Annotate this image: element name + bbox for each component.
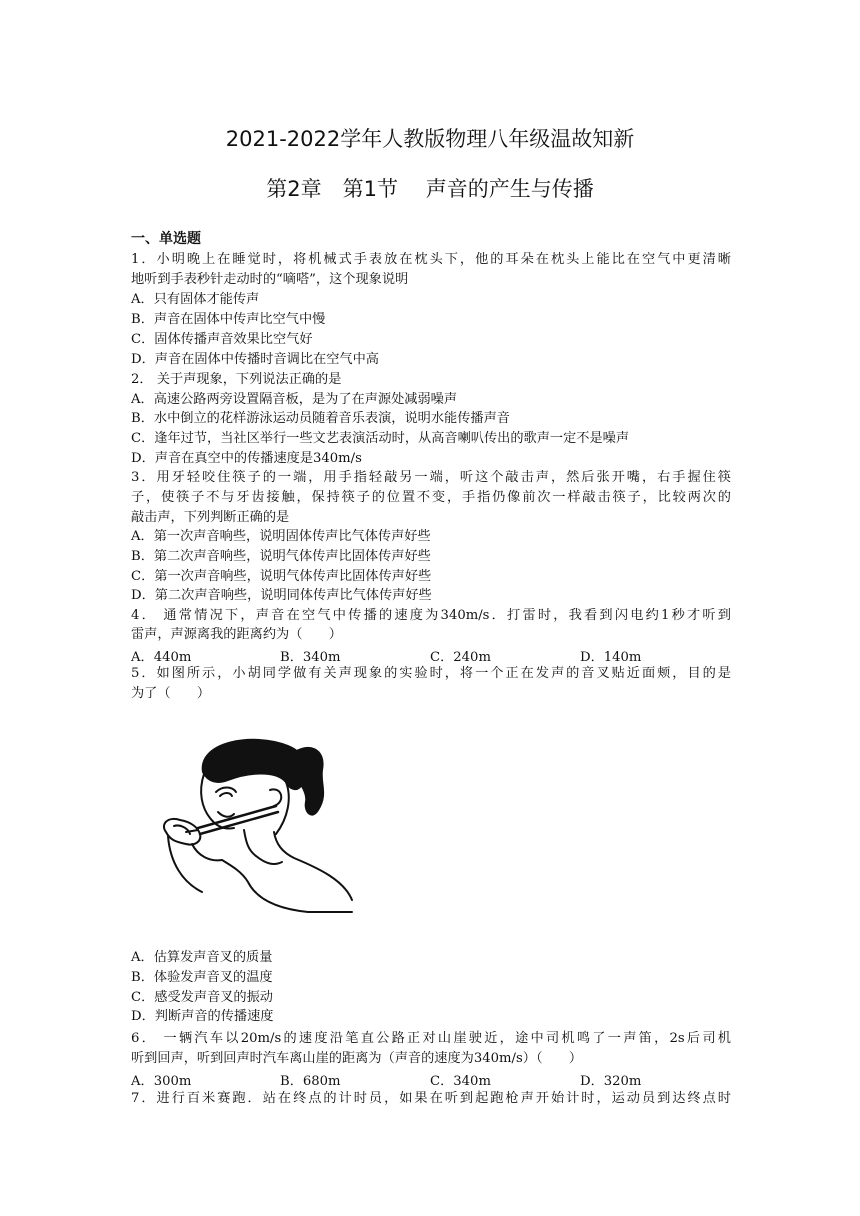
q1-stem-line1: 1．小明晚上在睡觉时，将机械式手表放在枕头下，他的耳朵在枕头上能比在空气中更清晰 — [131, 252, 731, 267]
q6-option-c: C．340m — [430, 1074, 491, 1089]
q3-option-c: C．第一次声音响些，说明气体传声比固体传声好些 — [131, 569, 432, 584]
q1-option-c: C．固体传播声音效果比空气好 — [131, 332, 313, 347]
document-subtitle: 第2章 第1节 声音的产生与传播 — [266, 177, 594, 201]
q1-option-a: A．只有固体才能传声 — [131, 292, 260, 307]
q4-option-a: A．440m — [131, 650, 192, 665]
document-title: 2021-2022学年人教版物理八年级温故知新 — [225, 127, 635, 151]
q4-stem-line2: 雷声，声源离我的距离约为（ ） — [131, 627, 342, 642]
q2-option-c: C．逢年过节，当社区举行一些文艺表演活动时，从高音喇叭传出的歌声一定不是噪声 — [131, 431, 630, 446]
q3-stem-line2: 子，使筷子不与牙齿接触，保持筷子的位置不变，手指仍像前次一样敲击筷子，比较两次的 — [131, 490, 731, 505]
q2-stem: 2． 关于声现象，下列说法正确的是 — [131, 372, 342, 387]
q4-option-b: B．340m — [280, 650, 341, 665]
q6-option-a: A．300m — [131, 1074, 192, 1089]
girl-tuning-fork-illustration — [158, 732, 354, 916]
q6-stem-line1: 6． 一辆汽车以20m/s的速度沿笔直公路正对山崖驶近，途中司机鸣了一声笛，2s后司机 — [131, 1031, 731, 1046]
section-heading: 一、单选题 — [131, 231, 201, 247]
q4-option-d: D．140m — [580, 650, 642, 665]
q6-option-b: B．680m — [280, 1074, 341, 1089]
q1-option-b: B．声音在固体中传声比空气中慢 — [131, 312, 326, 327]
q3-option-a: A．第一次声音响些，说明固体传声比气体传声好些 — [131, 529, 431, 544]
q6-option-d: D．320m — [580, 1074, 642, 1089]
q5-option-a: A．估算发声音叉的质量 — [131, 950, 273, 965]
q6-stem-line2: 听到回声，听到回声时汽车离山崖的距离为（声音的速度为340m/s）（ ） — [131, 1051, 583, 1066]
q2-option-b: B．水中倒立的花样游泳运动员随着音乐表演，说明水能传播声音 — [131, 411, 510, 426]
q2-option-a: A．高速公路两旁设置隔音板，是为了在声源处减弱噪声 — [131, 392, 458, 407]
q5-option-d: D．判断声音的传播速度 — [131, 1009, 274, 1024]
q3-stem-line1: 3．用牙轻咬住筷子的一端，用手指轻敲另一端，听这个敲击声，然后张开嘴，右手握住筷 — [131, 470, 731, 485]
q3-option-b: B．第二次声音响些，说明气体传声比固体传声好些 — [131, 549, 431, 564]
q5-option-c: C．感受发声音叉的振动 — [131, 990, 273, 1005]
q3-stem-line3: 敲击声，下列判断正确的是 — [131, 510, 290, 525]
q4-stem-line1: 4． 通常情况下，声音在空气中传播的速度为340m/s．打雷时，我看到闪电约1秒才听到 — [131, 608, 731, 623]
q4-option-c: C．240m — [430, 650, 491, 665]
q5-stem-line1: 5．如图所示，小胡同学做有关声现象的实验时，将一个正在发声的音叉贴近面颊，目的是 — [131, 666, 731, 681]
q5-stem-line2: 为了（ ） — [131, 686, 211, 701]
q2-option-d: D．声音在真空中的传播速度是340m/s — [131, 451, 362, 466]
q1-option-d: D．声音在固体中传播时音调比在空气中高 — [131, 352, 379, 367]
q5-option-b: B．体验发声音叉的温度 — [131, 970, 273, 985]
q3-option-d: D．第二次声音响些，说明同体传声比气体传声好些 — [131, 588, 432, 603]
q7-stem-line1: 7．进行百米赛跑．站在终点的计时员，如果在听到起跑枪声开始计时，运动员到达终点时 — [131, 1091, 731, 1106]
q1-stem-line2: 地听到手表秒针走动时的“嘀嗒”，这个现象说明 — [131, 272, 409, 287]
